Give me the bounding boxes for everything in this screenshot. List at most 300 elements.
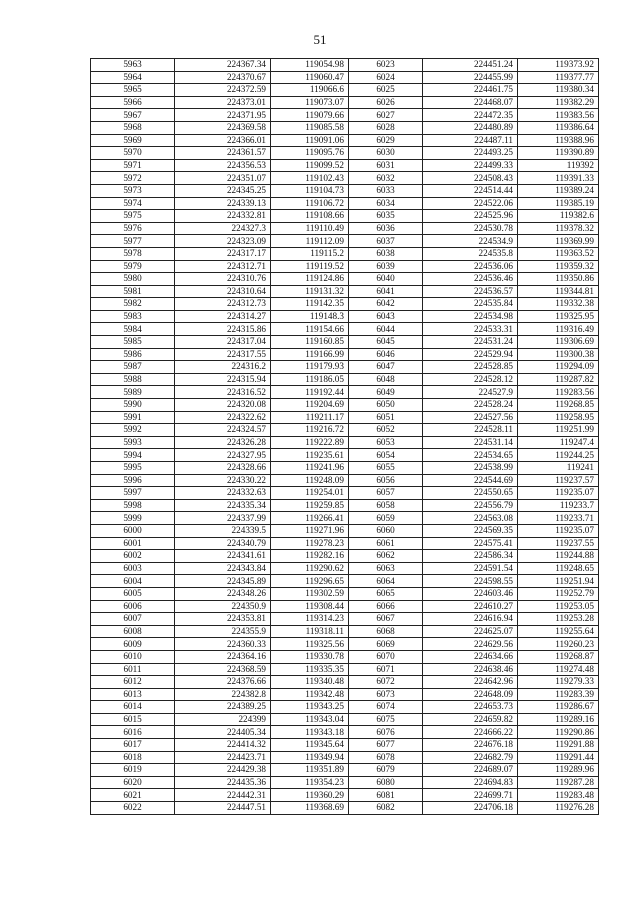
left-point-number-cell: 6019 xyxy=(91,764,175,777)
left-x-coordinate-cell: 224315.86 xyxy=(175,323,271,336)
right-x-coordinate-cell: 224514.44 xyxy=(423,184,518,197)
right-x-coordinate-cell: 224638.46 xyxy=(423,663,518,676)
table-row xyxy=(91,134,599,147)
left-x-coordinate-cell: 224414.32 xyxy=(175,739,271,752)
left-point-number-cell: 6012 xyxy=(91,676,175,689)
left-x-coordinate-cell: 224348.26 xyxy=(175,587,271,600)
right-point-number-cell: 6054 xyxy=(349,449,423,462)
right-x-coordinate-cell: 224648.09 xyxy=(423,688,518,701)
table-row xyxy=(91,739,599,752)
left-y-coordinate-cell: 119351.89 xyxy=(271,764,349,777)
right-y-coordinate-cell: 119290.86 xyxy=(518,726,599,739)
left-y-coordinate-cell: 119085.58 xyxy=(271,121,349,134)
right-point-number-cell: 6038 xyxy=(349,247,423,260)
left-point-number-cell: 6016 xyxy=(91,726,175,739)
right-y-coordinate-cell: 119251.94 xyxy=(518,575,599,588)
table-row xyxy=(91,348,599,361)
left-x-coordinate-cell: 224317.04 xyxy=(175,336,271,349)
left-x-coordinate-cell: 224389.25 xyxy=(175,701,271,714)
right-point-number-cell: 6041 xyxy=(349,285,423,298)
left-x-coordinate-cell: 224435.36 xyxy=(175,776,271,789)
right-y-coordinate-cell: 119248.65 xyxy=(518,562,599,575)
left-x-coordinate-cell: 224340.79 xyxy=(175,537,271,550)
left-x-coordinate-cell: 224382.8 xyxy=(175,688,271,701)
right-y-coordinate-cell: 119350.86 xyxy=(518,273,599,286)
left-point-number-cell: 5989 xyxy=(91,386,175,399)
right-x-coordinate-cell: 224536.57 xyxy=(423,285,518,298)
right-x-coordinate-cell: 224535.8 xyxy=(423,247,518,260)
right-point-number-cell: 6030 xyxy=(349,147,423,160)
right-x-coordinate-cell: 224499.33 xyxy=(423,159,518,172)
left-x-coordinate-cell: 224367.34 xyxy=(175,59,271,72)
right-point-number-cell: 6058 xyxy=(349,499,423,512)
right-y-coordinate-cell: 119389.24 xyxy=(518,184,599,197)
left-x-coordinate-cell: 224369.58 xyxy=(175,121,271,134)
right-x-coordinate-cell: 224534.98 xyxy=(423,310,518,323)
table-row xyxy=(91,524,599,537)
left-x-coordinate-cell: 224345.89 xyxy=(175,575,271,588)
right-y-coordinate-cell: 119268.87 xyxy=(518,650,599,663)
table-row xyxy=(91,764,599,777)
right-x-coordinate-cell: 224528.24 xyxy=(423,399,518,412)
right-x-coordinate-cell: 224689.07 xyxy=(423,764,518,777)
left-point-number-cell: 5973 xyxy=(91,184,175,197)
table-row xyxy=(91,84,599,97)
right-x-coordinate-cell: 224451.24 xyxy=(423,59,518,72)
left-x-coordinate-cell: 224323.09 xyxy=(175,235,271,248)
left-point-number-cell: 5976 xyxy=(91,222,175,235)
right-x-coordinate-cell: 224536.06 xyxy=(423,260,518,273)
right-y-coordinate-cell: 119287.28 xyxy=(518,776,599,789)
right-point-number-cell: 6052 xyxy=(349,424,423,437)
table-row xyxy=(91,184,599,197)
left-y-coordinate-cell: 119340.48 xyxy=(271,676,349,689)
right-y-coordinate-cell: 119279.33 xyxy=(518,676,599,689)
right-point-number-cell: 6079 xyxy=(349,764,423,777)
right-point-number-cell: 6063 xyxy=(349,562,423,575)
right-y-coordinate-cell: 119294.09 xyxy=(518,361,599,374)
left-point-number-cell: 5987 xyxy=(91,361,175,374)
left-point-number-cell: 6018 xyxy=(91,751,175,764)
right-point-number-cell: 6073 xyxy=(349,688,423,701)
right-y-coordinate-cell: 119392 xyxy=(518,159,599,172)
right-x-coordinate-cell: 224563.08 xyxy=(423,512,518,525)
left-x-coordinate-cell: 224327.95 xyxy=(175,449,271,462)
left-x-coordinate-cell: 224442.31 xyxy=(175,789,271,802)
right-x-coordinate-cell: 224694.83 xyxy=(423,776,518,789)
right-point-number-cell: 6043 xyxy=(349,310,423,323)
left-y-coordinate-cell: 119266.41 xyxy=(271,512,349,525)
right-point-number-cell: 6029 xyxy=(349,134,423,147)
left-y-coordinate-cell: 119179.93 xyxy=(271,361,349,374)
left-point-number-cell: 6004 xyxy=(91,575,175,588)
right-x-coordinate-cell: 224556.79 xyxy=(423,499,518,512)
left-x-coordinate-cell: 224370.67 xyxy=(175,71,271,84)
right-y-coordinate-cell: 119237.55 xyxy=(518,537,599,550)
left-x-coordinate-cell: 224317.17 xyxy=(175,247,271,260)
table-row xyxy=(91,285,599,298)
right-y-coordinate-cell: 119244.25 xyxy=(518,449,599,462)
left-x-coordinate-cell: 224429.38 xyxy=(175,764,271,777)
left-y-coordinate-cell: 119222.89 xyxy=(271,436,349,449)
table-row xyxy=(91,625,599,638)
left-point-number-cell: 5983 xyxy=(91,310,175,323)
left-x-coordinate-cell: 224324.57 xyxy=(175,424,271,437)
table-row xyxy=(91,247,599,260)
right-y-coordinate-cell: 119286.67 xyxy=(518,701,599,714)
left-y-coordinate-cell: 119066.6 xyxy=(271,84,349,97)
left-y-coordinate-cell: 119290.62 xyxy=(271,562,349,575)
left-point-number-cell: 5969 xyxy=(91,134,175,147)
table-row xyxy=(91,676,599,689)
right-y-coordinate-cell: 119276.28 xyxy=(518,802,599,815)
left-x-coordinate-cell: 224332.63 xyxy=(175,487,271,500)
table-row xyxy=(91,726,599,739)
right-point-number-cell: 6066 xyxy=(349,600,423,613)
table-row xyxy=(91,109,599,122)
left-point-number-cell: 5984 xyxy=(91,323,175,336)
right-x-coordinate-cell: 224653.73 xyxy=(423,701,518,714)
right-x-coordinate-cell: 224569.35 xyxy=(423,524,518,537)
table-row xyxy=(91,499,599,512)
left-y-coordinate-cell: 119271.96 xyxy=(271,524,349,537)
coordinates-table xyxy=(90,58,599,815)
table-row xyxy=(91,613,599,626)
left-point-number-cell: 5963 xyxy=(91,59,175,72)
right-y-coordinate-cell: 119235.07 xyxy=(518,487,599,500)
right-x-coordinate-cell: 224616.94 xyxy=(423,613,518,626)
right-x-coordinate-cell: 224531.14 xyxy=(423,436,518,449)
left-y-coordinate-cell: 119216.72 xyxy=(271,424,349,437)
table-row xyxy=(91,323,599,336)
left-y-coordinate-cell: 119368.69 xyxy=(271,802,349,815)
left-x-coordinate-cell: 224341.61 xyxy=(175,550,271,563)
left-x-coordinate-cell: 224343.84 xyxy=(175,562,271,575)
right-x-coordinate-cell: 224461.75 xyxy=(423,84,518,97)
right-y-coordinate-cell: 119268.85 xyxy=(518,399,599,412)
left-point-number-cell: 5985 xyxy=(91,336,175,349)
right-point-number-cell: 6072 xyxy=(349,676,423,689)
right-point-number-cell: 6026 xyxy=(349,96,423,109)
table-row xyxy=(91,310,599,323)
right-y-coordinate-cell: 119291.88 xyxy=(518,739,599,752)
right-point-number-cell: 6025 xyxy=(349,84,423,97)
right-point-number-cell: 6078 xyxy=(349,751,423,764)
table-row xyxy=(91,386,599,399)
right-point-number-cell: 6049 xyxy=(349,386,423,399)
left-x-coordinate-cell: 224316.52 xyxy=(175,386,271,399)
left-x-coordinate-cell: 224351.07 xyxy=(175,172,271,185)
table-row xyxy=(91,373,599,386)
right-y-coordinate-cell: 119253.28 xyxy=(518,613,599,626)
right-point-number-cell: 6069 xyxy=(349,638,423,651)
left-x-coordinate-cell: 224339.5 xyxy=(175,524,271,537)
left-point-number-cell: 6002 xyxy=(91,550,175,563)
table-row xyxy=(91,336,599,349)
right-x-coordinate-cell: 224528.11 xyxy=(423,424,518,437)
left-y-coordinate-cell: 119112.09 xyxy=(271,235,349,248)
table-row xyxy=(91,638,599,651)
right-x-coordinate-cell: 224550.65 xyxy=(423,487,518,500)
right-y-coordinate-cell: 119252.79 xyxy=(518,587,599,600)
right-y-coordinate-cell: 119316.49 xyxy=(518,323,599,336)
left-point-number-cell: 5967 xyxy=(91,109,175,122)
right-point-number-cell: 6023 xyxy=(349,59,423,72)
right-y-coordinate-cell: 119283.39 xyxy=(518,688,599,701)
left-x-coordinate-cell: 224372.59 xyxy=(175,84,271,97)
left-x-coordinate-cell: 224361.57 xyxy=(175,147,271,160)
table-row xyxy=(91,298,599,311)
left-point-number-cell: 6008 xyxy=(91,625,175,638)
left-x-coordinate-cell: 224322.62 xyxy=(175,411,271,424)
left-point-number-cell: 5995 xyxy=(91,462,175,475)
table-row xyxy=(91,449,599,462)
table-row xyxy=(91,172,599,185)
table-row xyxy=(91,751,599,764)
left-x-coordinate-cell: 224373.01 xyxy=(175,96,271,109)
right-point-number-cell: 6076 xyxy=(349,726,423,739)
right-point-number-cell: 6062 xyxy=(349,550,423,563)
table-row xyxy=(91,575,599,588)
left-point-number-cell: 6003 xyxy=(91,562,175,575)
right-x-coordinate-cell: 224534.65 xyxy=(423,449,518,462)
left-x-coordinate-cell: 224339.13 xyxy=(175,197,271,210)
right-point-number-cell: 6039 xyxy=(349,260,423,273)
right-y-coordinate-cell: 119244.88 xyxy=(518,550,599,563)
table-row xyxy=(91,600,599,613)
right-point-number-cell: 6024 xyxy=(349,71,423,84)
table-row xyxy=(91,222,599,235)
right-y-coordinate-cell: 119283.48 xyxy=(518,789,599,802)
table-row xyxy=(91,562,599,575)
left-point-number-cell: 6015 xyxy=(91,713,175,726)
left-y-coordinate-cell: 119160.85 xyxy=(271,336,349,349)
right-point-number-cell: 6055 xyxy=(349,462,423,475)
left-y-coordinate-cell: 119119.52 xyxy=(271,260,349,273)
right-point-number-cell: 6037 xyxy=(349,235,423,248)
left-point-number-cell: 6017 xyxy=(91,739,175,752)
right-y-coordinate-cell: 119251.99 xyxy=(518,424,599,437)
right-point-number-cell: 6028 xyxy=(349,121,423,134)
left-point-number-cell: 5981 xyxy=(91,285,175,298)
right-y-coordinate-cell: 119359.32 xyxy=(518,260,599,273)
left-x-coordinate-cell: 224355.9 xyxy=(175,625,271,638)
right-y-coordinate-cell: 119382.6 xyxy=(518,210,599,223)
left-point-number-cell: 5988 xyxy=(91,373,175,386)
table-row xyxy=(91,424,599,437)
right-y-coordinate-cell: 119247.4 xyxy=(518,436,599,449)
left-y-coordinate-cell: 119248.09 xyxy=(271,474,349,487)
right-x-coordinate-cell: 224472.35 xyxy=(423,109,518,122)
right-y-coordinate-cell: 119377.77 xyxy=(518,71,599,84)
left-y-coordinate-cell: 119241.96 xyxy=(271,462,349,475)
right-x-coordinate-cell: 224527.56 xyxy=(423,411,518,424)
right-x-coordinate-cell: 224699.71 xyxy=(423,789,518,802)
right-point-number-cell: 6036 xyxy=(349,222,423,235)
right-point-number-cell: 6033 xyxy=(349,184,423,197)
left-y-coordinate-cell: 119282.16 xyxy=(271,550,349,563)
table-row xyxy=(91,159,599,172)
right-x-coordinate-cell: 224625.07 xyxy=(423,625,518,638)
right-y-coordinate-cell: 119300.38 xyxy=(518,348,599,361)
left-x-coordinate-cell: 224337.99 xyxy=(175,512,271,525)
left-y-coordinate-cell: 119073.07 xyxy=(271,96,349,109)
left-point-number-cell: 5972 xyxy=(91,172,175,185)
right-y-coordinate-cell: 119391.33 xyxy=(518,172,599,185)
left-x-coordinate-cell: 224317.55 xyxy=(175,348,271,361)
right-y-coordinate-cell: 119388.96 xyxy=(518,134,599,147)
left-y-coordinate-cell: 119054.98 xyxy=(271,59,349,72)
right-point-number-cell: 6051 xyxy=(349,411,423,424)
left-point-number-cell: 5993 xyxy=(91,436,175,449)
right-point-number-cell: 6031 xyxy=(349,159,423,172)
table-row xyxy=(91,776,599,789)
right-y-coordinate-cell: 119380.34 xyxy=(518,84,599,97)
right-point-number-cell: 6034 xyxy=(349,197,423,210)
left-y-coordinate-cell: 119204.69 xyxy=(271,399,349,412)
left-y-coordinate-cell: 119106.72 xyxy=(271,197,349,210)
right-point-number-cell: 6082 xyxy=(349,802,423,815)
right-x-coordinate-cell: 224586.34 xyxy=(423,550,518,563)
left-y-coordinate-cell: 119314.23 xyxy=(271,613,349,626)
left-point-number-cell: 5974 xyxy=(91,197,175,210)
right-x-coordinate-cell: 224487.11 xyxy=(423,134,518,147)
right-x-coordinate-cell: 224529.94 xyxy=(423,348,518,361)
left-point-number-cell: 6020 xyxy=(91,776,175,789)
right-point-number-cell: 6060 xyxy=(349,524,423,537)
table-row xyxy=(91,462,599,475)
left-y-coordinate-cell: 119349.94 xyxy=(271,751,349,764)
right-point-number-cell: 6042 xyxy=(349,298,423,311)
left-point-number-cell: 6009 xyxy=(91,638,175,651)
right-point-number-cell: 6064 xyxy=(349,575,423,588)
right-point-number-cell: 6074 xyxy=(349,701,423,714)
right-x-coordinate-cell: 224682.79 xyxy=(423,751,518,764)
left-point-number-cell: 5968 xyxy=(91,121,175,134)
left-point-number-cell: 5970 xyxy=(91,147,175,160)
table-row xyxy=(91,59,599,72)
left-x-coordinate-cell: 224353.81 xyxy=(175,613,271,626)
right-x-coordinate-cell: 224634.66 xyxy=(423,650,518,663)
left-x-coordinate-cell: 224312.73 xyxy=(175,298,271,311)
right-y-coordinate-cell: 119255.64 xyxy=(518,625,599,638)
left-y-coordinate-cell: 119148.3 xyxy=(271,310,349,323)
right-y-coordinate-cell: 119260.23 xyxy=(518,638,599,651)
right-point-number-cell: 6047 xyxy=(349,361,423,374)
right-y-coordinate-cell: 119289.96 xyxy=(518,764,599,777)
left-y-coordinate-cell: 119330.78 xyxy=(271,650,349,663)
right-x-coordinate-cell: 224598.55 xyxy=(423,575,518,588)
left-x-coordinate-cell: 224368.59 xyxy=(175,663,271,676)
right-y-coordinate-cell: 119237.57 xyxy=(518,474,599,487)
right-y-coordinate-cell: 119332.38 xyxy=(518,298,599,311)
left-x-coordinate-cell: 224315.94 xyxy=(175,373,271,386)
left-y-coordinate-cell: 119186.05 xyxy=(271,373,349,386)
right-y-coordinate-cell: 119386.64 xyxy=(518,121,599,134)
left-point-number-cell: 5982 xyxy=(91,298,175,311)
right-point-number-cell: 6040 xyxy=(349,273,423,286)
table-row xyxy=(91,713,599,726)
right-y-coordinate-cell: 119306.69 xyxy=(518,336,599,349)
left-y-coordinate-cell: 119104.73 xyxy=(271,184,349,197)
left-point-number-cell: 6007 xyxy=(91,613,175,626)
left-y-coordinate-cell: 119091.06 xyxy=(271,134,349,147)
left-point-number-cell: 5997 xyxy=(91,487,175,500)
right-x-coordinate-cell: 224528.85 xyxy=(423,361,518,374)
left-x-coordinate-cell: 224447.51 xyxy=(175,802,271,815)
left-x-coordinate-cell: 224316.2 xyxy=(175,361,271,374)
left-point-number-cell: 5964 xyxy=(91,71,175,84)
table-row xyxy=(91,487,599,500)
right-y-coordinate-cell: 119373.92 xyxy=(518,59,599,72)
left-y-coordinate-cell: 119302.59 xyxy=(271,587,349,600)
left-point-number-cell: 6011 xyxy=(91,663,175,676)
right-y-coordinate-cell: 119233.71 xyxy=(518,512,599,525)
left-point-number-cell: 6010 xyxy=(91,650,175,663)
left-x-coordinate-cell: 224310.64 xyxy=(175,285,271,298)
right-y-coordinate-cell: 119369.99 xyxy=(518,235,599,248)
right-y-coordinate-cell: 119385.19 xyxy=(518,197,599,210)
right-x-coordinate-cell: 224642.96 xyxy=(423,676,518,689)
right-x-coordinate-cell: 224480.89 xyxy=(423,121,518,134)
left-point-number-cell: 5980 xyxy=(91,273,175,286)
left-x-coordinate-cell: 224399 xyxy=(175,713,271,726)
left-point-number-cell: 5971 xyxy=(91,159,175,172)
table-row xyxy=(91,197,599,210)
left-point-number-cell: 5986 xyxy=(91,348,175,361)
right-y-coordinate-cell: 119283.56 xyxy=(518,386,599,399)
table-row xyxy=(91,802,599,815)
table-row xyxy=(91,587,599,600)
table-row xyxy=(91,688,599,701)
right-point-number-cell: 6035 xyxy=(349,210,423,223)
right-y-coordinate-cell: 119235.07 xyxy=(518,524,599,537)
left-y-coordinate-cell: 119318.11 xyxy=(271,625,349,638)
left-x-coordinate-cell: 224326.28 xyxy=(175,436,271,449)
left-y-coordinate-cell: 119166.99 xyxy=(271,348,349,361)
table-row xyxy=(91,361,599,374)
right-point-number-cell: 6050 xyxy=(349,399,423,412)
left-x-coordinate-cell: 224364.16 xyxy=(175,650,271,663)
left-y-coordinate-cell: 119259.85 xyxy=(271,499,349,512)
left-y-coordinate-cell: 119095.76 xyxy=(271,147,349,160)
left-x-coordinate-cell: 224328.66 xyxy=(175,462,271,475)
right-point-number-cell: 6070 xyxy=(349,650,423,663)
left-x-coordinate-cell: 224366.01 xyxy=(175,134,271,147)
left-x-coordinate-cell: 224332.81 xyxy=(175,210,271,223)
left-y-coordinate-cell: 119211.17 xyxy=(271,411,349,424)
right-x-coordinate-cell: 224533.31 xyxy=(423,323,518,336)
left-point-number-cell: 5979 xyxy=(91,260,175,273)
left-point-number-cell: 5992 xyxy=(91,424,175,437)
left-point-number-cell: 6021 xyxy=(91,789,175,802)
right-point-number-cell: 6053 xyxy=(349,436,423,449)
right-y-coordinate-cell: 119258.95 xyxy=(518,411,599,424)
left-y-coordinate-cell: 119110.49 xyxy=(271,222,349,235)
left-y-coordinate-cell: 119325.56 xyxy=(271,638,349,651)
right-point-number-cell: 6045 xyxy=(349,336,423,349)
right-x-coordinate-cell: 224522.06 xyxy=(423,197,518,210)
left-y-coordinate-cell: 119343.04 xyxy=(271,713,349,726)
right-point-number-cell: 6081 xyxy=(349,789,423,802)
right-point-number-cell: 6067 xyxy=(349,613,423,626)
left-point-number-cell: 5965 xyxy=(91,84,175,97)
right-x-coordinate-cell: 224536.46 xyxy=(423,273,518,286)
right-point-number-cell: 6077 xyxy=(349,739,423,752)
right-y-coordinate-cell: 119289.16 xyxy=(518,713,599,726)
left-y-coordinate-cell: 119115.2 xyxy=(271,247,349,260)
left-point-number-cell: 6006 xyxy=(91,600,175,613)
